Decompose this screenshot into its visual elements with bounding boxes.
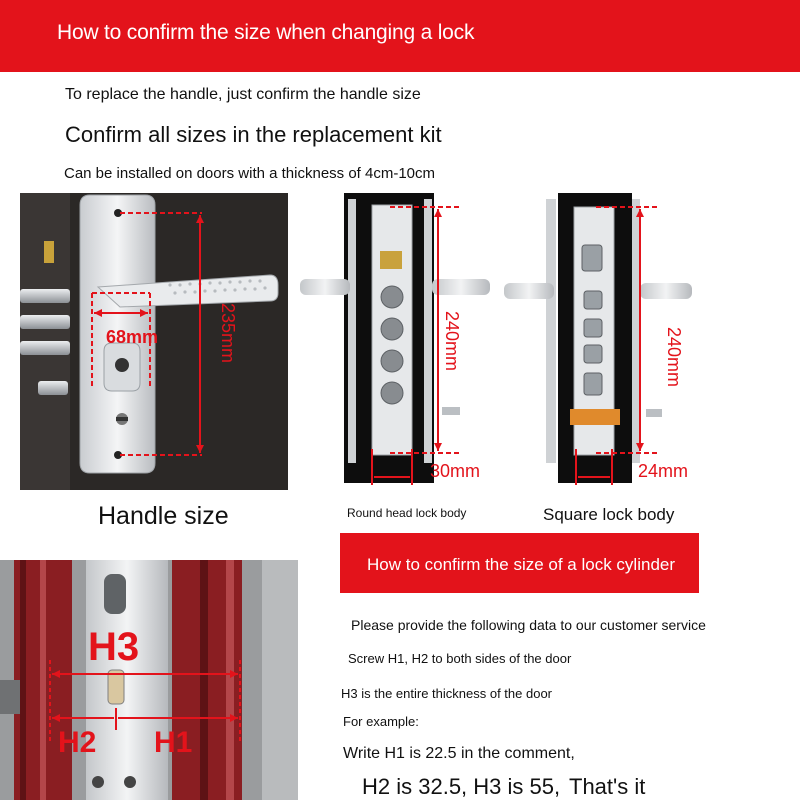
handle-illustration [20, 193, 288, 490]
square-lock-width-label: 24mm [638, 461, 689, 481]
square-lock-photo [500, 193, 720, 493]
square-lock-illustration [500, 193, 720, 493]
instruction-provide: Please provide the following data to our customer service [351, 617, 706, 633]
round-lock-illustration [296, 193, 522, 493]
instruction-h3: H3 is the entire thickness of the door [341, 686, 553, 701]
round-lock-height-label: 240mm [442, 311, 462, 372]
handle-note: To replace the handle, just confirm the handle size [65, 86, 421, 103]
instruction-write-h1: Write H1 is 22.5 in the comment, [343, 745, 575, 762]
round-lock-photo [296, 193, 522, 493]
instruction-h2-h3: H2 is 32.5, H3 is 55, [362, 774, 561, 799]
handle-height-label: 235mm [218, 303, 238, 364]
round-lock-caption: Round head lock body [347, 506, 467, 520]
cylinder-banner [340, 533, 699, 593]
handle-caption: Handle size [98, 502, 229, 530]
top-banner [0, 0, 800, 72]
square-lock-caption: Square lock body [543, 505, 675, 524]
page-title: How to confirm the size when changing a lock [57, 21, 475, 44]
instruction-example: For example: [343, 714, 419, 729]
kit-note: Confirm all sizes in the replacement kit [65, 122, 442, 147]
handle-width-label: 68mm [106, 327, 159, 347]
instruction-screw: Screw H1, H2 to both sides of the door [348, 651, 572, 666]
cylinder-h3-label: H3 [88, 625, 140, 669]
square-lock-height-label: 240mm [664, 327, 684, 388]
round-lock-width-label: 30mm [430, 461, 481, 481]
cylinder-banner-title: How to confirm the size of a lock cylinder [367, 555, 676, 574]
cylinder-photo [0, 560, 298, 800]
cylinder-h2-label: H2 [58, 726, 97, 759]
handle-photo [20, 193, 288, 490]
thickness-note: Can be installed on doors with a thickness of 4cm-10cm [64, 165, 436, 182]
instruction-thats-it: That's it [569, 774, 646, 799]
cylinder-h1-label: H1 [154, 726, 193, 759]
cylinder-illustration [0, 560, 298, 800]
